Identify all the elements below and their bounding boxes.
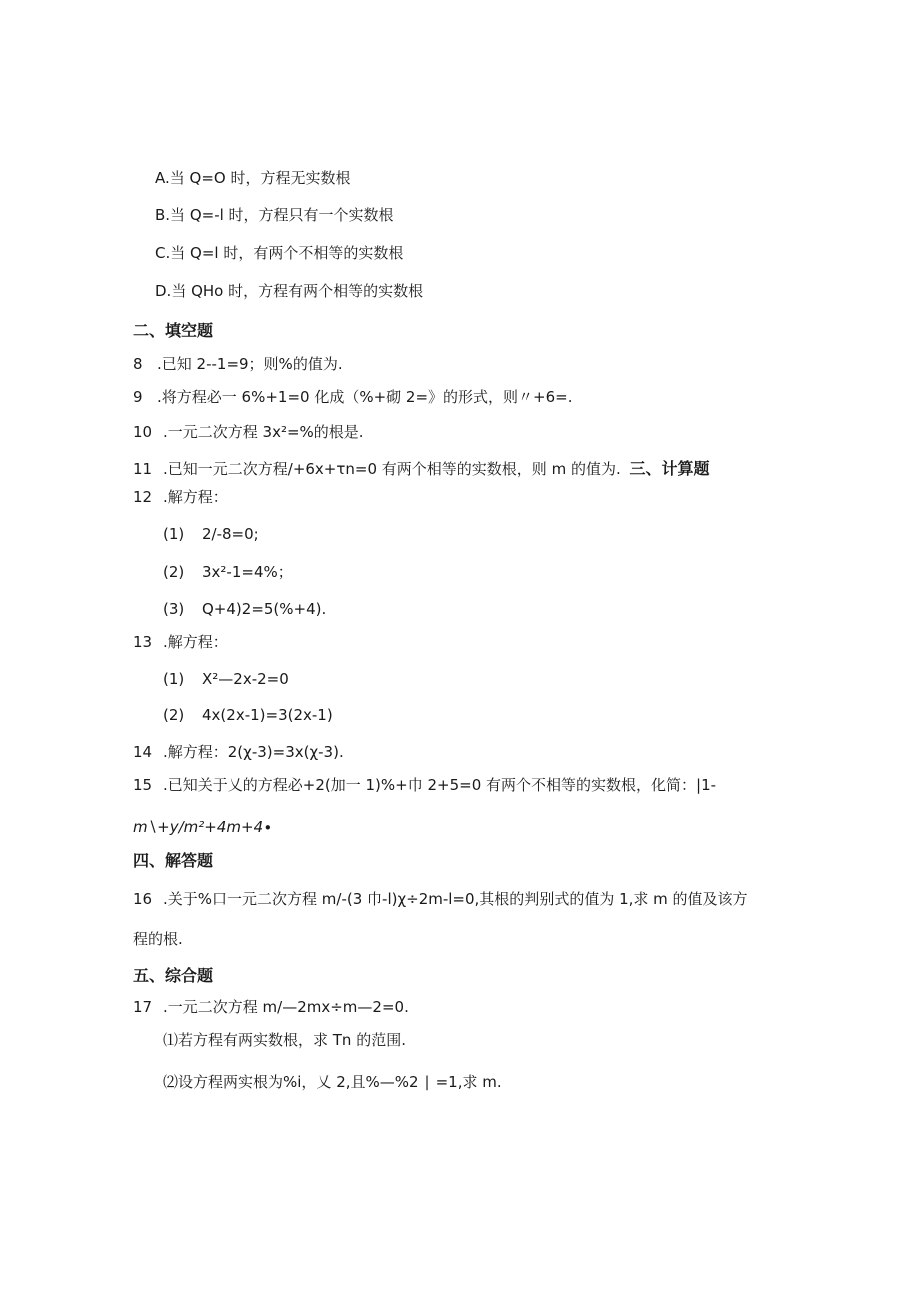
question-14 (133, 742, 344, 762)
part-text: 4x(2x-1)=3(2x-1) (202, 706, 333, 724)
part-label: (3) (163, 600, 185, 618)
question-13-part-2 (163, 705, 333, 725)
question-number: 11 (133, 460, 153, 478)
question-text: .解方程：2(χ-3)=3x(χ-3). (163, 743, 344, 761)
question-13-part-1 (163, 669, 289, 689)
section-heading-calculation: 三、计算题 (629, 459, 710, 478)
question-15-continuation: m∖+y∕m²+4m+4∙ (133, 818, 273, 836)
question-12-part-1 (163, 524, 259, 544)
question-text: .已知关于乂的方程必+2(加一 1)%+巾 2+5=0 有两个不相等的实数根，化简：|1- (163, 776, 717, 794)
section-heading-answer: 四、解答题 (133, 851, 214, 870)
question-text: .将方程必一 6%+1=0 化成（%+砌 2=》的形式，则〃+6=. (157, 388, 573, 406)
question-17 (133, 997, 409, 1017)
part-label: (1) (163, 670, 185, 688)
question-8 (133, 354, 343, 374)
question-17-part-2: ⑵设方程两实根为%i，乂 2,且%—%2 ∣ =1,求 m. (163, 1073, 502, 1091)
part-text: X²—2x-2=0 (202, 670, 289, 688)
section-heading-fill-blank: 二、填空题 (133, 321, 214, 340)
question-10 (133, 422, 364, 442)
section-heading-comprehensive: 五、综合题 (133, 966, 214, 985)
part-text: Q+4)2=5(%+4). (202, 600, 327, 618)
question-11 (133, 459, 710, 479)
question-15 (133, 775, 716, 795)
part-text: 2/-8=0; (202, 525, 259, 543)
question-number: 9 (133, 388, 143, 406)
question-16-continuation: 程的根. (133, 930, 183, 948)
question-text: .关于%口一元二次方程 m/-(3 巾-l)χ÷2m-l=0,其根的判别式的值为 1,求 m 的值及该方 (163, 890, 748, 908)
question-number: 16 (133, 890, 153, 908)
question-text: .一元二次方程 m/—2mx÷m—2=0. (163, 998, 409, 1016)
question-number: 14 (133, 743, 153, 761)
option-b: B.当 Q=-l 时，方程只有一个实数根 (155, 206, 394, 224)
question-12-part-3 (163, 599, 326, 619)
part-label: (1) (163, 525, 185, 543)
question-17-part-1: ⑴若方程有两实数根，求 Tn 的范围. (163, 1031, 406, 1049)
question-number: 13 (133, 633, 153, 651)
question-number: 15 (133, 776, 153, 794)
question-text: .一元二次方程 3x²=%的根是. (163, 423, 364, 441)
question-9 (133, 387, 572, 407)
question-text: .解方程： (163, 488, 228, 506)
part-label: (2) (163, 563, 185, 581)
question-text: .解方程： (163, 633, 228, 651)
question-number: 10 (133, 423, 153, 441)
question-12-part-2 (163, 562, 293, 582)
part-text: 3x²-1=4%； (202, 563, 293, 581)
option-c: C.当 Q=l 时，有两个不相等的实数根 (155, 244, 404, 262)
question-number: 12 (133, 488, 153, 506)
question-13 (133, 632, 228, 652)
question-12 (133, 487, 228, 507)
question-number: 8 (133, 355, 143, 373)
question-text: .已知一元二次方程/+6x+τn=0 有两个相等的实数根，则 m 的值为. (163, 460, 621, 478)
part-label: (2) (163, 706, 185, 724)
question-text: .已知 2--1=9；则%的值为. (157, 355, 343, 373)
option-d: D.当 QHo 时，方程有两个相等的实数根 (155, 282, 424, 300)
question-16 (133, 889, 748, 909)
question-number: 17 (133, 998, 153, 1016)
option-a: A.当 Q=O 时，方程无实数根 (155, 169, 351, 187)
